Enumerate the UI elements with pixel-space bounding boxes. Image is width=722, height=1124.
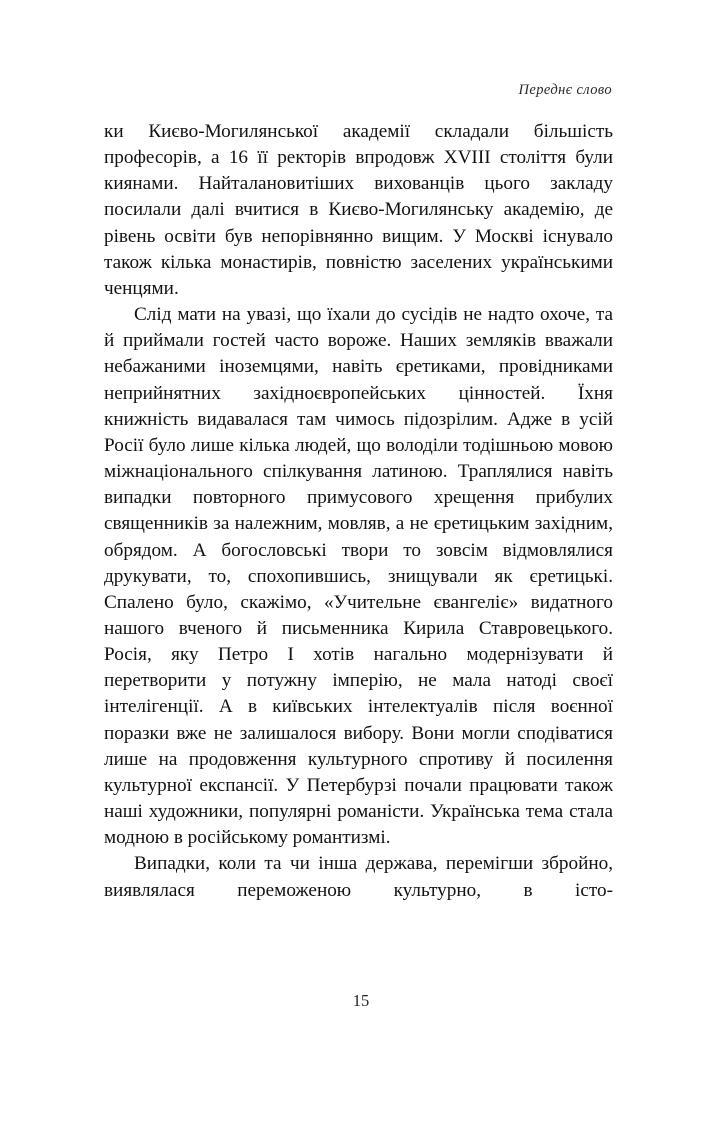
running-head: Переднє слово [518,82,612,98]
paragraph-continued: ки Києво-Могилянської академії складали більшість професорів, а 16 її ректорів впродовж XVIII століття були киянами. Найталановитіших вихованців цього закладу посилали далі вчитися в Києво-Могилянську академію, де рівень освіти був непорівнянно вищим. У Москві існувало також кілька монастирів, повністю заселених українськими ченцями. [104,121,613,299]
paragraph-body: Слід мати на увазі, що їхали до сусідів не надто охоче, та й приймали гостей часто вороже. Наших земляків вважали небажаними іноземцями, навіть єретиками, провідниками неприйнятних західноєвропейських цінностей. Їхня книжність видавалася там чимось підозрілим. Адже в усій Росії було лише кілька людей, що володіли тодішньою мовою міжнаціонального спілкування латиною. Траплялися навіть випадки повторного примусового хрещення прибулих священників за належним, мовляв, а не єретицьким західним, обрядом. А богословські твори то зовсім відмовлялися друкувати, то, спохопившись, знищували як єретицькі. Спалено було, скажімо, «Учительне євангеліє» видатного нашого вченого й письменника Кирила Ставровецького. Росія, яку Петро I хотів нагально модернізувати й перетворити у потужну імперію, не мала натоді своєї інтелігенції. А в київських інтелектуалів після воєнної поразки вже не залишалося вибору. Вони могли сподіватися лише на продовження культурного спротиву й посилення культурної експансії. У Петербурзі почали працювати також наші художники, популярні романісти. Українська тема стала модною в російському романтизмі. [104,304,613,849]
page-number: 15 [352,991,370,1010]
paragraph-continuing: Випадки, коли та чи інша держава, перемігши збройно, виявлялася переможеною культурно, в істо- [104,853,613,901]
text-column [104,119,613,930]
